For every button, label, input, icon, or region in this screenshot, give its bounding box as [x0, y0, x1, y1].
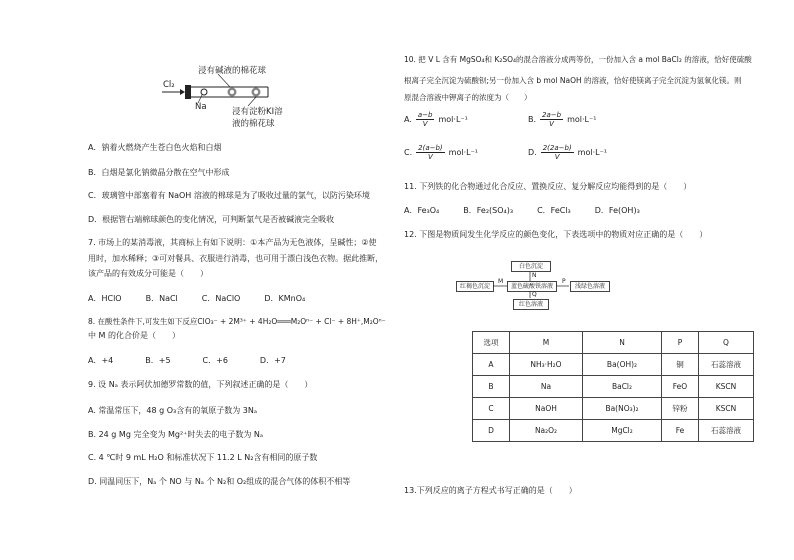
- diagram-label-n: N: [532, 272, 537, 279]
- q7-stem-line-1: 7. 市场上的某消毒液，其商标上有如下说明：①本产品为无色液体，呈碱性；②使: [88, 238, 377, 247]
- table-cell: NaOH: [510, 398, 583, 420]
- q9-option-d: D. 同温同压下，Nₐ 个 NO 与 Nₐ 个 N₂和 O₂组成的混合气体的体积不相等: [88, 477, 351, 486]
- table-header-cell: M: [510, 332, 583, 354]
- label-cl2: Cl₂: [163, 80, 175, 90]
- table-cell: D: [473, 420, 510, 442]
- table-header-cell: N: [583, 332, 662, 354]
- glass-tube-diagram: [160, 74, 280, 110]
- label-na: Na: [195, 102, 207, 112]
- q10-option-c-label: C.: [404, 148, 413, 157]
- table-row: [473, 398, 754, 420]
- label-ki-cotton-1: 浸有淀粉KI溶: [232, 107, 283, 117]
- q10-option-d-denominator: V: [554, 153, 560, 161]
- table-cell: C: [473, 398, 510, 420]
- diagram-arrows: [456, 260, 616, 310]
- table-cell: FeO: [662, 376, 699, 398]
- table-cell: MgCl₂: [583, 420, 662, 442]
- q9-stem: 9. 设 Nₐ 表示阿伏加德罗常数的值，下列叙述正确的是（ ）: [88, 380, 313, 389]
- q10-stem-line-3: 原混合溶液中钾离子的浓度为（ ）: [404, 93, 532, 102]
- table-header-cell: P: [662, 332, 699, 354]
- q10-option-d-label: D.: [528, 148, 537, 157]
- diagram-box-left: 红褐色沉淀: [456, 281, 494, 292]
- table-cell: KSCN: [699, 376, 754, 398]
- q8-stem-line-2: 中 M 的化合价是（ ）: [88, 331, 180, 340]
- q10-option-c-denominator: V: [428, 153, 433, 161]
- q7-stem-line-3: 该产品的有效成分可能是（ ）: [88, 269, 208, 278]
- q8-stem-line-1: 8. 在酸性条件下,可发生如下反应ClO₃⁻ + 2M³⁺ + 4H₂O═══M₂Oⁿ⁻ + Cl⁻ + 8H⁺,M₂Oⁿ⁻: [88, 317, 386, 326]
- table-cell: Na₂O₂: [510, 420, 583, 442]
- q10-option-b-denominator: V: [549, 120, 554, 128]
- diagram-box-right: 浅绿色溶液: [570, 281, 610, 292]
- q10-option-a-unit: mol·L⁻¹: [438, 115, 468, 124]
- label-ki-cotton-2: 液的棉花球: [232, 119, 275, 129]
- table-cell: 石蕊溶液: [699, 354, 754, 376]
- table-cell: 锌粉: [662, 398, 699, 420]
- table-row: [473, 420, 754, 442]
- q6-option-c: C．玻璃管中部塞着有 NaOH 溶液的棉球是为了吸收过量的氯气，以防污染环境: [88, 191, 370, 200]
- table-cell: BaCl₂: [583, 376, 662, 398]
- table-cell: A: [473, 354, 510, 376]
- q10-option-d-unit: mol·L⁻¹: [577, 148, 608, 157]
- q9-option-b: B. 24 g Mg 完全变为 Mg²⁺时失去的电子数为 Nₐ: [88, 430, 264, 439]
- q10-stem-line-2: 根离子完全沉淀为硫酸钡;另一份加入含 b mol NaOH 的溶液，恰好使镁离子完全沉淀为氢氧化镁。则: [404, 76, 742, 85]
- table-cell: Na: [510, 376, 583, 398]
- table-header-row: [473, 332, 754, 354]
- table-cell: Fe: [662, 420, 699, 442]
- diagram-box-top: 白色沉淀: [511, 261, 551, 272]
- table-header-cell: 选项: [473, 332, 510, 354]
- q10-option-a-label: A.: [404, 115, 412, 124]
- diagram-label-m: M: [498, 278, 504, 285]
- q9-option-c: C. 4 ℃时 9 mL H₂O 和标准状况下 11.2 L N₂含有相同的原子数: [88, 453, 318, 462]
- q10-option-b: [528, 111, 596, 128]
- q7-stem-line-2: 用时，加水稀释；③可对餐具、衣服进行消毒，也可用于漂白浅色衣物。据此推断，: [88, 254, 384, 263]
- table-cell: KSCN: [699, 398, 754, 420]
- table-cell: 石蕊溶液: [699, 420, 754, 442]
- q6-option-b: B．白烟是氯化钠微晶分散在空气中形成: [88, 168, 230, 177]
- q10-option-b-label: B.: [528, 115, 537, 124]
- q10-option-c-numerator: 2(a−b): [418, 144, 443, 152]
- q6-option-a: A．钠着火燃烧产生苍白色火焰和白烟: [88, 143, 222, 152]
- q10-option-d: [528, 144, 607, 161]
- table-row: [473, 376, 754, 398]
- q8-options: A．+4 B．+5 C．+6 D．+7: [88, 356, 286, 365]
- diagram-label-q: Q: [532, 291, 537, 298]
- table-row: [473, 354, 754, 376]
- diagram-box-center: 蓝色硫酸铁溶液: [507, 281, 557, 292]
- q10-option-b-unit: mol·L⁻¹: [567, 115, 597, 124]
- label-alkali-cotton: 浸有碱液的棉花球: [198, 66, 267, 76]
- q10-option-a: [404, 111, 468, 128]
- q13-stem: 13.下列反应的离子方程式书写正确的是（ ）: [404, 486, 577, 495]
- q12-stem: 12. 下图是物质间发生化学反应的颜色变化，下表选项中的物质对应正确的是（ ）: [404, 230, 708, 239]
- diagram-label-p: P: [562, 278, 566, 285]
- q10-stem-line-1: 10. 把 V L 含有 MgSO₄和 K₂SO₄的混合溶液分成两等份，一份加入含 a mol BaCl₂ 的溶液，恰好使硫酸: [404, 55, 752, 64]
- q10-option-a-denominator: V: [422, 120, 428, 128]
- q10-option-a-numerator: a−b: [417, 111, 433, 119]
- q10-option-d-numerator: 2(2a−b): [542, 144, 572, 152]
- q11-options: A．Fe₃O₄ B．Fe₂(SO₄)₃ C．FeCl₃ D．Fe(OH)₃: [404, 206, 640, 215]
- q12-options-table: [472, 331, 754, 442]
- table-cell: Ba(OH)₂: [583, 354, 662, 376]
- table-cell: NH₃·H₂O: [510, 354, 583, 376]
- q10-option-c: [404, 144, 478, 161]
- diagram-box-bottom: 红色溶液: [513, 299, 549, 310]
- q6-option-d: D．根据管右端棉球颜色的变化情况，可判断氯气是否被碱液完全吸收: [88, 215, 335, 224]
- q11-stem: 11. 下列铁的化合物通过化合反应、置换反应、复分解反应均能得到的是（ ）: [404, 182, 692, 191]
- table-cell: Ba(NO₃)₂: [583, 398, 662, 420]
- table-header-cell: Q: [699, 332, 754, 354]
- q10-option-c-unit: mol·L⁻¹: [448, 148, 478, 157]
- q10-option-b-numerator: 2a−b: [542, 111, 562, 119]
- table-cell: 铜: [662, 354, 699, 376]
- q7-options: A．HClO B．NaCl C．NaClO D．KMnO₄: [88, 294, 306, 303]
- table-cell: B: [473, 376, 510, 398]
- q9-option-a: A. 常温常压下，48 g O₃含有的氧原子数为 3Nₐ: [88, 406, 258, 415]
